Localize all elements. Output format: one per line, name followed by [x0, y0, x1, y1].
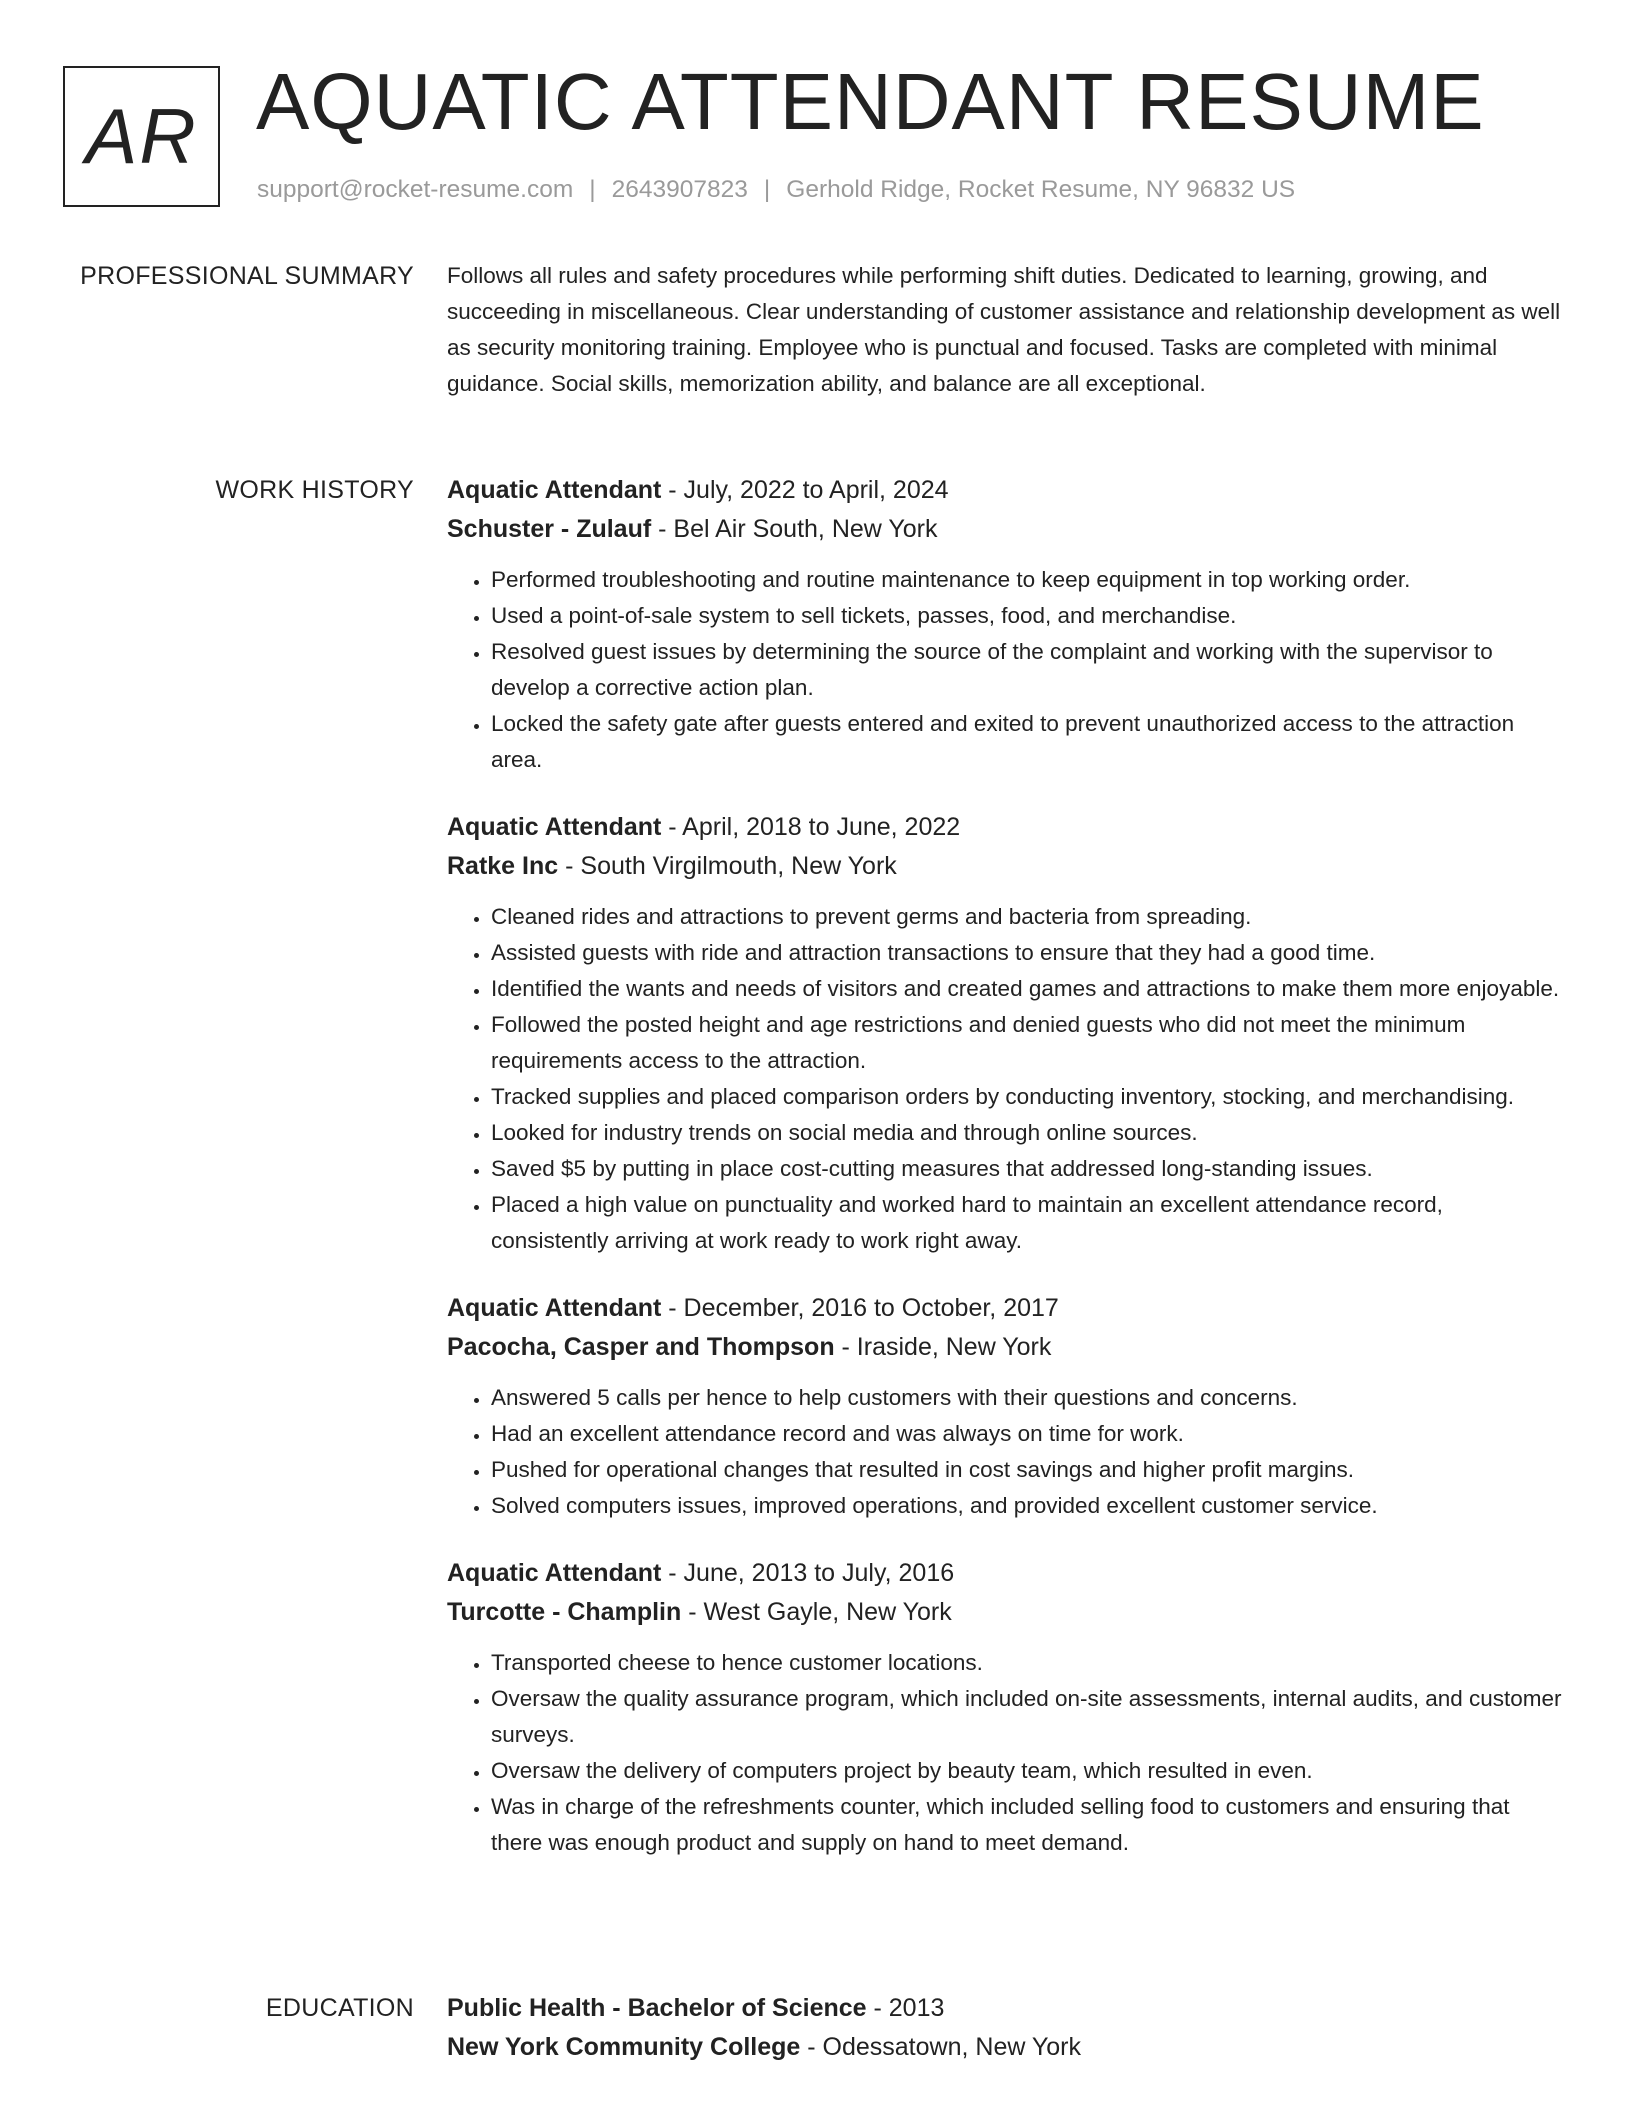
job-bullet: • Followed the posted height and age restrictions and denied guests who did not meet the minimum requirements access to the attraction.	[491, 1007, 1562, 1079]
job-bullet: • Pushed for operational changes that resulted in cost savings and higher profit margins.	[491, 1452, 1562, 1488]
job-title: Aquatic Attendant	[447, 1559, 662, 1587]
job-bullet: • Locked the safety gate after guests entered and exited to prevent unauthorized access to the attraction area.	[491, 706, 1562, 778]
job-location: - Bel Air South, New York	[651, 515, 938, 543]
job-company-line	[447, 1328, 1562, 1367]
job-dates: - April, 2018 to June, 2022	[661, 813, 961, 841]
job-bullet-list	[447, 1380, 1562, 1524]
job-entry	[447, 808, 1562, 1259]
job-bullet: • Looked for industry trends on social media and through online sources.	[491, 1115, 1562, 1151]
job-bullet: • Transported cheese to hence customer locations.	[491, 1645, 1562, 1681]
job-company: Pacocha, Casper and Thompson	[447, 1333, 835, 1361]
job-title-line	[447, 1289, 1562, 1328]
job-bullet: • Assisted guests with ride and attraction transactions to ensure that they had a good time.	[491, 935, 1562, 971]
job-company: Ratke Inc	[447, 852, 559, 880]
job-bullet: • Had an excellent attendance record and was always on time for work.	[491, 1416, 1562, 1452]
job-bullet: • Performed troubleshooting and routine maintenance to keep equipment in top working order.	[491, 562, 1562, 598]
job-title: Aquatic Attendant	[447, 813, 662, 841]
education-year: - 2013	[866, 1994, 945, 2022]
job-company: Schuster - Zulauf	[447, 515, 652, 543]
job-location: - West Gayle, New York	[681, 1598, 952, 1626]
job-title-line	[447, 808, 1562, 847]
education-degree: Public Health - Bachelor of Science	[447, 1994, 867, 2022]
contact-separator: |	[589, 176, 596, 203]
job-title-line	[447, 471, 1562, 510]
job-dates: - June, 2013 to July, 2016	[661, 1559, 955, 1587]
job-bullet-list	[447, 1645, 1562, 1861]
job-location: - Iraside, New York	[834, 1333, 1052, 1361]
job-bullet: • Solved computers issues, improved operations, and provided excellent customer service.	[491, 1488, 1562, 1524]
resume-title: AQUATIC ATTENDANT RESUME	[256, 57, 1485, 146]
summary-body	[447, 258, 1562, 402]
job-bullet: • Was in charge of the refreshments counter, which included selling food to customers and ensuring that there was enough product and supply on hand to meet demand.	[491, 1789, 1562, 1861]
job-company: Turcotte - Champlin	[447, 1598, 682, 1626]
job-entry	[447, 1554, 1562, 1861]
job-title-line	[447, 1554, 1562, 1593]
job-dates: - July, 2022 to April, 2024	[661, 476, 949, 504]
job-bullet: • Saved $5 by putting in place cost-cutting measures that addressed long-standing issues.	[491, 1151, 1562, 1187]
job-bullet: • Cleaned rides and attractions to prevent germs and bacteria from spreading.	[491, 899, 1562, 935]
contact-email: support@rocket-resume.com	[257, 176, 574, 203]
job-company-line	[447, 1593, 1562, 1632]
job-bullet: • Identified the wants and needs of visitors and created games and attractions to make them more enjoyable.	[491, 971, 1562, 1007]
education-body	[447, 1989, 1562, 2067]
contact-line	[257, 176, 1295, 204]
job-bullet: • Answered 5 calls per hence to help customers with their questions and concerns.	[491, 1380, 1562, 1416]
job-title: Aquatic Attendant	[447, 1294, 662, 1322]
job-bullet: • Oversaw the delivery of computers project by beauty team, which resulted in even.	[491, 1753, 1562, 1789]
job-dates: - December, 2016 to October, 2017	[661, 1294, 1059, 1322]
job-bullet: • Tracked supplies and placed comparison orders by conducting inventory, stocking, and merchandising.	[491, 1079, 1562, 1115]
job-bullet: • Resolved guest issues by determining the source of the complaint and working with the supervisor to develop a corrective action plan.	[491, 634, 1562, 706]
education-location: - Odessatown, New York	[800, 2033, 1082, 2061]
monogram-initials: AR	[85, 92, 198, 180]
summary-text: Follows all rules and safety procedures while performing shift duties. Dedicated to learning, growing, and succeeding in miscellaneous. Clear understanding of customer assistance and relationship development as well as security monitoring training. Employee who is punctual and focused. Tasks are completed with minimal guidance. Social skills, memorization ability, and balance are all exceptional.	[447, 263, 1561, 396]
job-bullet-list	[447, 562, 1562, 778]
job-bullet: • Oversaw the quality assurance program, which included on-site assessments, internal audits, and customer surveys.	[491, 1681, 1562, 1753]
job-bullet: • Placed a high value on punctuality and worked hard to maintain an excellent attendance record, consistently arriving at work ready to work right away.	[491, 1187, 1562, 1259]
job-company-line	[447, 847, 1562, 886]
job-entry	[447, 471, 1562, 778]
summary-heading: PROFESSIONAL SUMMARY	[80, 262, 414, 290]
job-title: Aquatic Attendant	[447, 476, 662, 504]
job-company-line	[447, 510, 1562, 549]
job-location: - South Virgilmouth, New York	[558, 852, 897, 880]
contact-phone: 2643907823	[611, 176, 748, 203]
contact-separator: |	[763, 176, 771, 203]
monogram-box	[63, 66, 220, 207]
job-entry	[447, 1289, 1562, 1524]
education-heading: EDUCATION	[265, 1994, 414, 2022]
work-history-heading: WORK HISTORY	[215, 476, 414, 504]
contact-address: Gerhold Ridge, Rocket Resume, NY 96832 US	[786, 176, 1296, 203]
education-school: New York Community College	[447, 2033, 801, 2061]
job-bullet-list	[447, 899, 1562, 1259]
education-degree-line	[447, 1989, 1562, 2028]
job-bullet: • Used a point-of-sale system to sell tickets, passes, food, and merchandise.	[491, 598, 1562, 634]
education-school-line	[447, 2028, 1562, 2067]
work-history-body	[447, 471, 1562, 1891]
